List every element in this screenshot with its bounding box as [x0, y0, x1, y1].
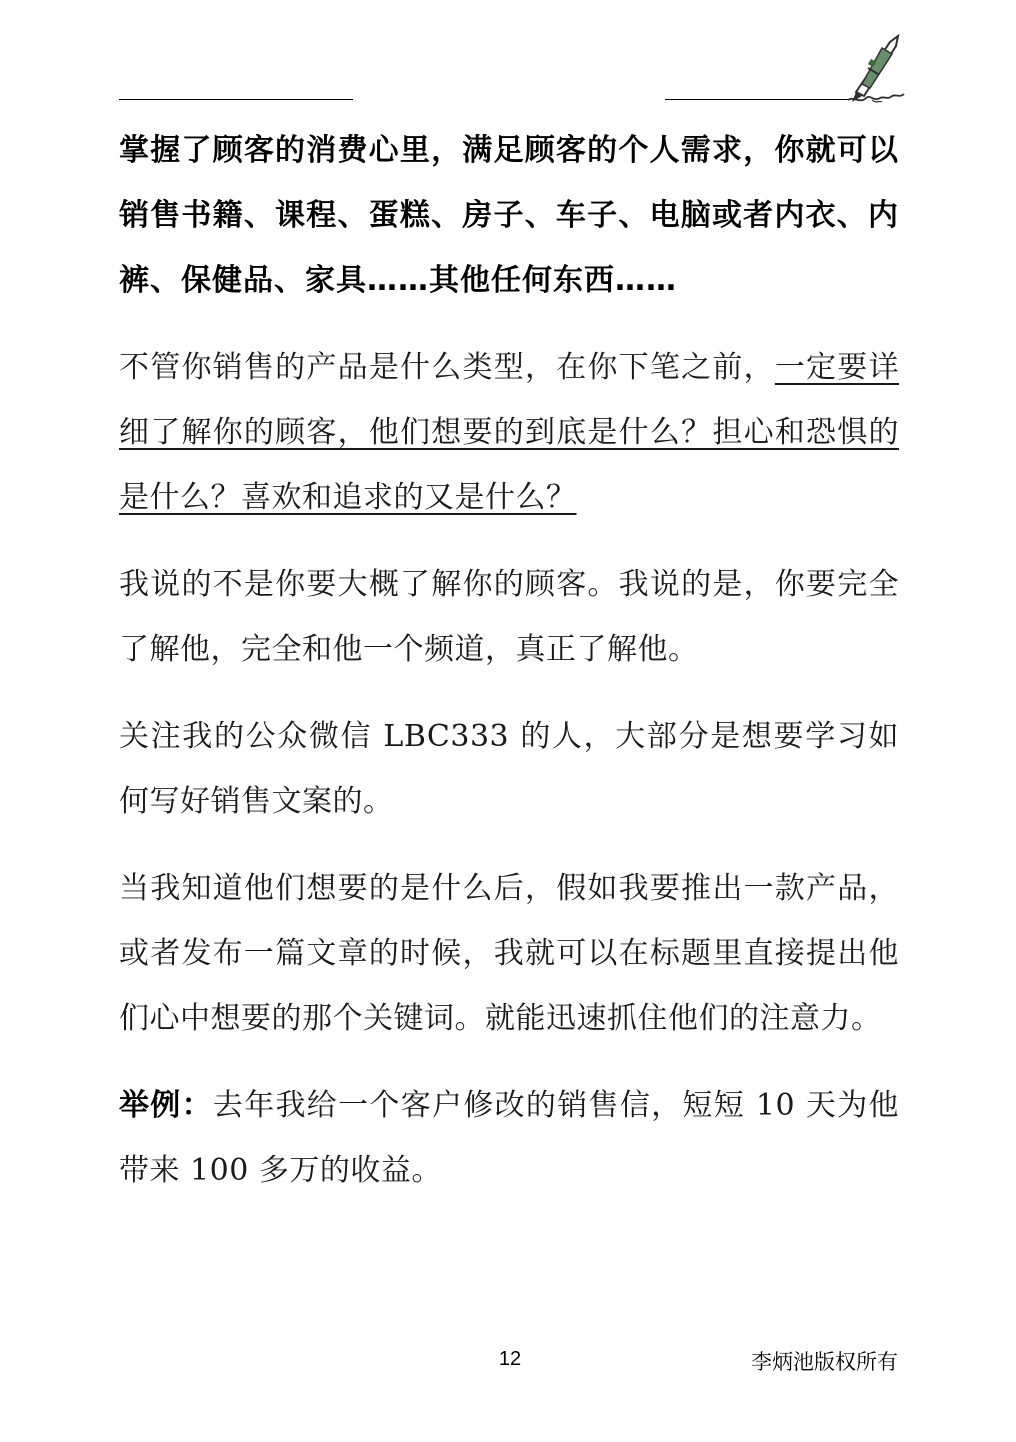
paragraph-6	[119, 1073, 899, 1203]
paragraph-5: 当我知道他们想要的是什么后，假如我要推出一款产品，或者发布一篇文章的时候，我就可以在标题里直接提出他们心中想要的那个关键词。就能迅速抓住他们的注意力。	[119, 871, 899, 1036]
paragraph-3: 我说的不是你要大概了解你的顾客。我说的是，你要完全了解他，完全和他一个频道，真正了解他。	[119, 567, 899, 667]
fountain-pen-icon	[842, 34, 920, 110]
page-content	[119, 118, 899, 1225]
paragraph-2-underlined: 一定要详细了解你的顾客，他们想要的到底是什么？担心和恐惧的是什么？喜欢和追求的又是什么？	[119, 350, 900, 515]
paragraph-2-intro: 不管你销售的产品是什么类型，在你下笔之前，	[119, 350, 775, 385]
copyright-notice: 李炳池版权所有	[751, 1350, 898, 1374]
paragraph-4: 关注我的公众微信 LBC333 的人，大部分是想要学习如何写好销售文案的。	[119, 719, 899, 819]
paragraph-1: 掌握了顾客的消费心里，满足顾客的个人需求，你就可以销售书籍、课程、蛋糕、房子、车子、电脑或者内衣、内裤、保健品、家具……其他任何东西……	[119, 133, 899, 298]
page-number: 12	[498, 1348, 522, 1370]
paragraph-2	[119, 335, 899, 530]
example-text: 去年我给一个客户修改的销售信，短短 10 天为他带来 100 多万的收益。	[119, 1088, 899, 1188]
header-rule-right	[665, 99, 850, 100]
example-label: 举例：	[119, 1088, 213, 1123]
header-rule-left	[119, 99, 353, 100]
